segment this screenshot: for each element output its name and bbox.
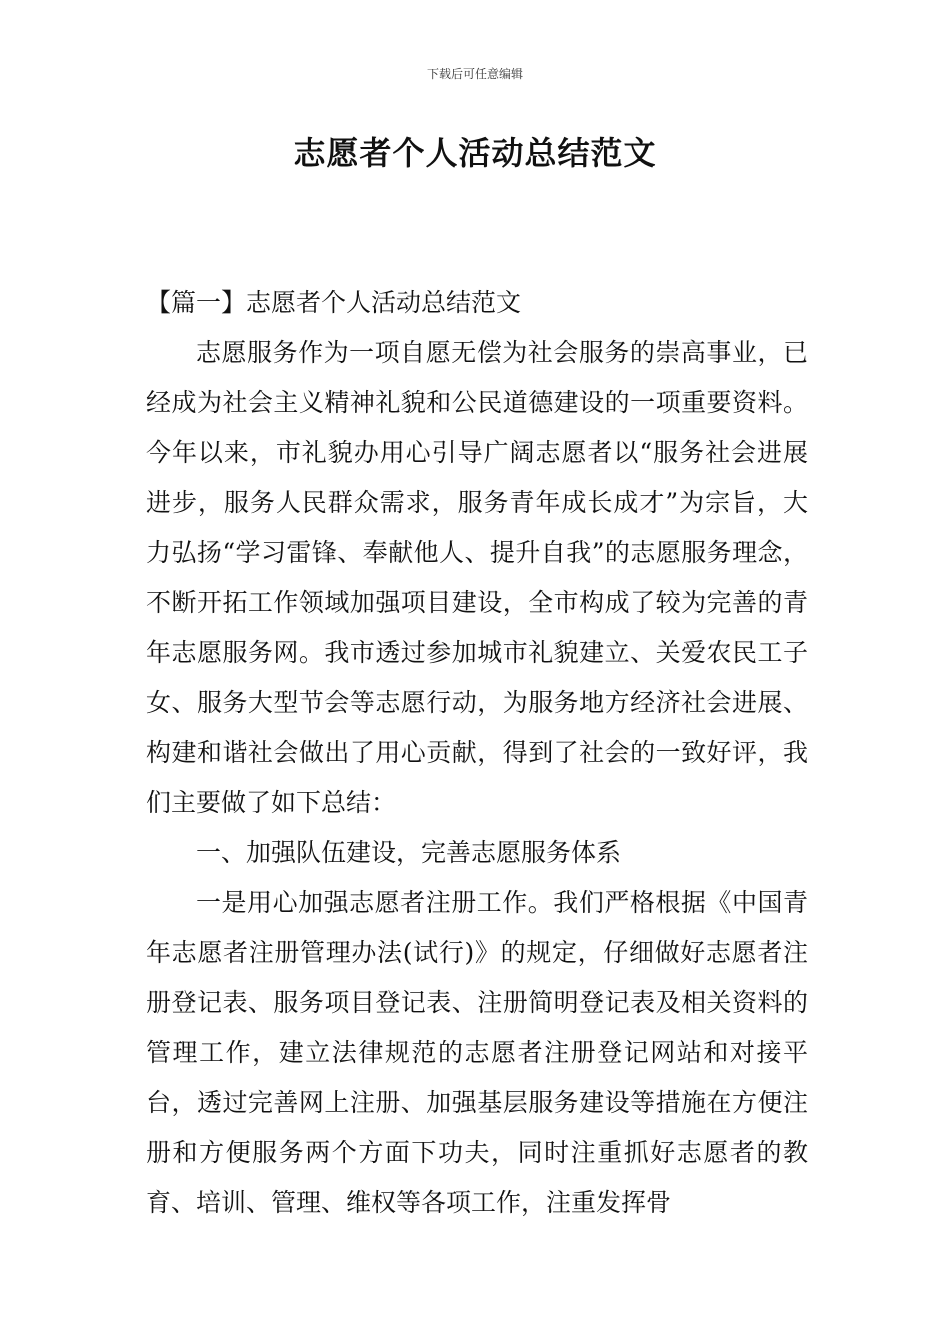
paragraph-intro: 志愿服务作为一项自愿无偿为社会服务的崇高事业，已经成为社会主义精神礼貌和公民道德建设的一项重要资料。今年以来，市礼貌办用心引导广阔志愿者以“服务社会进展进步，服务人民群众需求，服务青年成长成才”为宗旨，大力弘扬“学习雷锋、奉献他人、提升自我”的志愿服务理念，不断开拓工作领域加强项目建设，全市构成了较为完善的青年志愿服务网。我市透过参加城市礼貌建立、关爱农民工子女、服务大型节会等志愿行动，为服务地方经济社会进展、构建和谐社会做出了用心贡献，得到了社会的一致好评，我们主要做了如下总结：: [146, 338, 808, 817]
document-body: [146, 278, 808, 1228]
header-note: 下载后可任意编辑: [426, 67, 523, 81]
section-heading: 【篇一】志愿者个人活动总结范文: [146, 288, 522, 317]
document-title: 志愿者个人活动总结范文: [293, 134, 657, 172]
paragraph-subheading: 一、加强队伍建设，完善志愿服务体系: [196, 838, 622, 867]
paragraph-registration: 一是用心加强志愿者注册工作。我们严格根据《中国青年志愿者注册管理办法(试行)》的规定，仔细做好志愿者注册登记表、服务项目登记表、注册简明登记表及相关资料的管理工作，建立法律规范的志愿者注册登记网站和对接平台，透过完善网上注册、加强基层服务建设等措施在方便注册和方便服务两个方面下功夫，同时注重抓好志愿者的教育、培训、管理、维权等各项工作，注重发挥骨: [146, 888, 808, 1217]
